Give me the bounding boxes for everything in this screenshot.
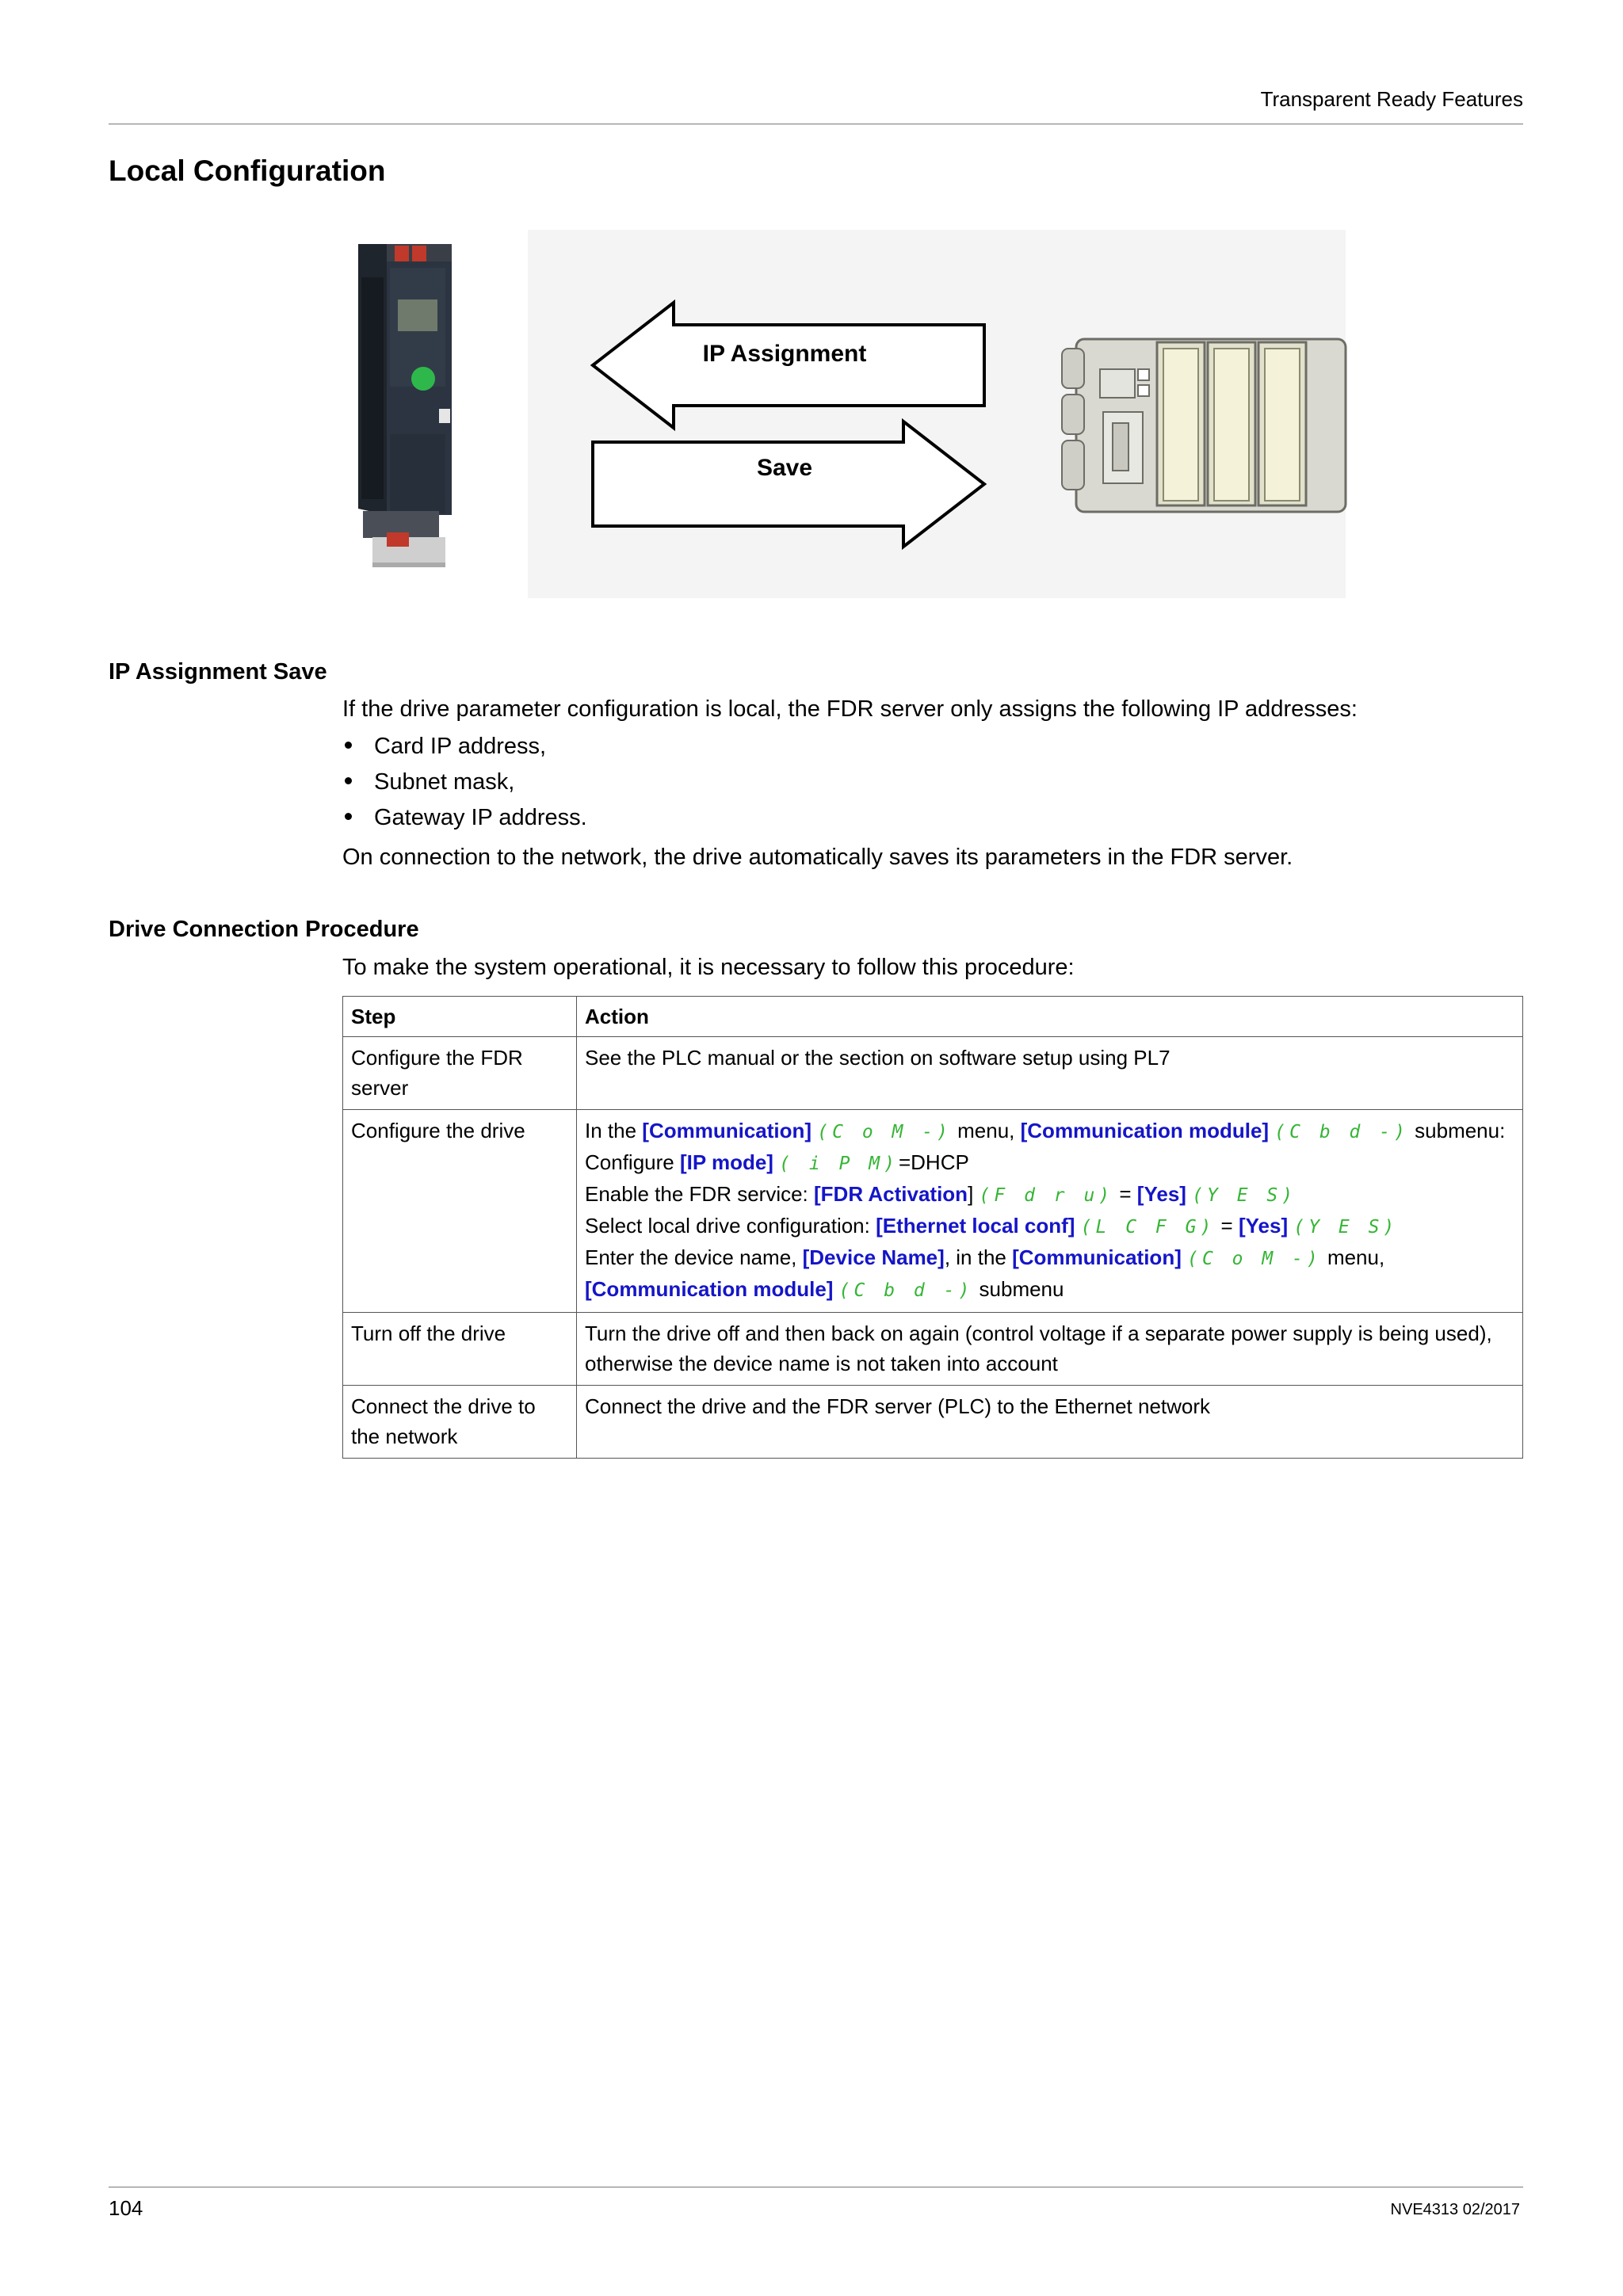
display-code: (F d r u) <box>979 1185 1114 1206</box>
action-line: Enter the device name, [Device Name], in the [Communication] (C o M -) menu, <box>585 1245 1385 1269</box>
action-cell: See the PLC manual or the section on software setup using PL7 <box>577 1037 1523 1110</box>
procedure-table <box>342 996 1523 1459</box>
action-cell <box>577 1110 1523 1313</box>
procedure-heading: Drive Connection Procedure <box>109 917 419 942</box>
figure-illustration <box>341 230 1363 602</box>
list-item: Gateway IP address. <box>342 800 587 836</box>
action-line: In the [Communication] (C o M -) menu, [Communication module] (C b d -) submenu: <box>585 1119 1506 1142</box>
page-title: Local Configuration <box>109 154 386 187</box>
save-arrow <box>593 421 984 547</box>
action-line: Enable the FDR service: [FDR Activation] (F d r u) = [Yes] (Y E S) <box>585 1182 1297 1206</box>
ip-assignment-intro: If the drive parameter configuration is local, the FDR server only assigns the following IP addresses: <box>342 696 1358 722</box>
column-header-step: Step <box>343 997 577 1037</box>
menu-reference: [FDR Activation <box>814 1182 968 1206</box>
menu-reference: [Communication] <box>642 1119 812 1142</box>
ip-assignment-label: IP Assignment <box>702 341 867 367</box>
menu-reference: [IP mode] <box>679 1150 773 1174</box>
menu-reference: [Communication module] <box>1020 1119 1270 1142</box>
action-line: [Communication module] (C b d -) submenu <box>585 1277 1064 1301</box>
action-cell: Connect the drive and the FDR server (PLC) to the Ethernet network <box>577 1386 1523 1459</box>
step-cell: Connect the drive to the network <box>343 1386 577 1459</box>
column-header-action: Action <box>577 997 1523 1037</box>
ip-assignment-save-heading: IP Assignment Save <box>109 659 327 685</box>
display-code: (Y E S) <box>1192 1185 1297 1206</box>
menu-reference: [Ethernet local conf] <box>876 1214 1075 1238</box>
action-cell: Turn the drive off and then back on again (control voltage if a separate power supply is being used), otherwise the device name is not taken into account <box>577 1313 1523 1386</box>
table-row <box>343 1110 1523 1313</box>
display-code: (C b d -) <box>838 1280 974 1301</box>
document-reference: NVE4313 02/2017 <box>1390 2201 1520 2218</box>
menu-reference: [Communication] <box>1012 1245 1182 1269</box>
menu-reference: [Communication module] <box>585 1277 834 1301</box>
table-row <box>343 1037 1523 1110</box>
procedure-intro: To make the system operational, it is necessary to follow this procedure: <box>342 955 1075 980</box>
table-header-row <box>343 997 1523 1037</box>
display-code: (C b d -) <box>1274 1122 1409 1142</box>
table-row <box>343 1386 1523 1459</box>
save-label: Save <box>756 455 813 481</box>
table-row <box>343 1313 1523 1386</box>
drive-illustration <box>358 244 452 567</box>
action-line: Select local drive configuration: [Ethernet local conf] (L C F G) = [Yes] (Y E S) <box>585 1214 1399 1238</box>
menu-reference: [Yes] <box>1136 1182 1186 1206</box>
display-code: ( i P M) <box>779 1154 899 1174</box>
plc-illustration <box>1062 339 1346 512</box>
display-code: (L C F G) <box>1080 1217 1216 1238</box>
display-code: (Y E S) <box>1293 1217 1399 1238</box>
step-cell: Configure the FDR server <box>343 1037 577 1110</box>
step-cell: Configure the drive <box>343 1110 577 1313</box>
menu-reference: [Device Name] <box>802 1245 945 1269</box>
step-cell: Turn off the drive <box>343 1313 577 1386</box>
display-code: (C o M -) <box>1187 1249 1322 1269</box>
display-code: (C o M -) <box>817 1122 952 1142</box>
ip-assignment-outro: On connection to the network, the drive automatically saves its parameters in the FDR server. <box>342 845 1293 870</box>
menu-reference: [Yes] <box>1238 1214 1289 1238</box>
list-item: Subnet mask, <box>342 765 587 800</box>
list-item: Card IP address, <box>342 729 587 765</box>
page-number: 104 <box>109 2196 143 2220</box>
action-line: Configure [IP mode] ( i P M)=DHCP <box>585 1150 969 1174</box>
header-section-title: Transparent Ready Features <box>1260 87 1523 111</box>
ip-address-list <box>342 729 587 836</box>
